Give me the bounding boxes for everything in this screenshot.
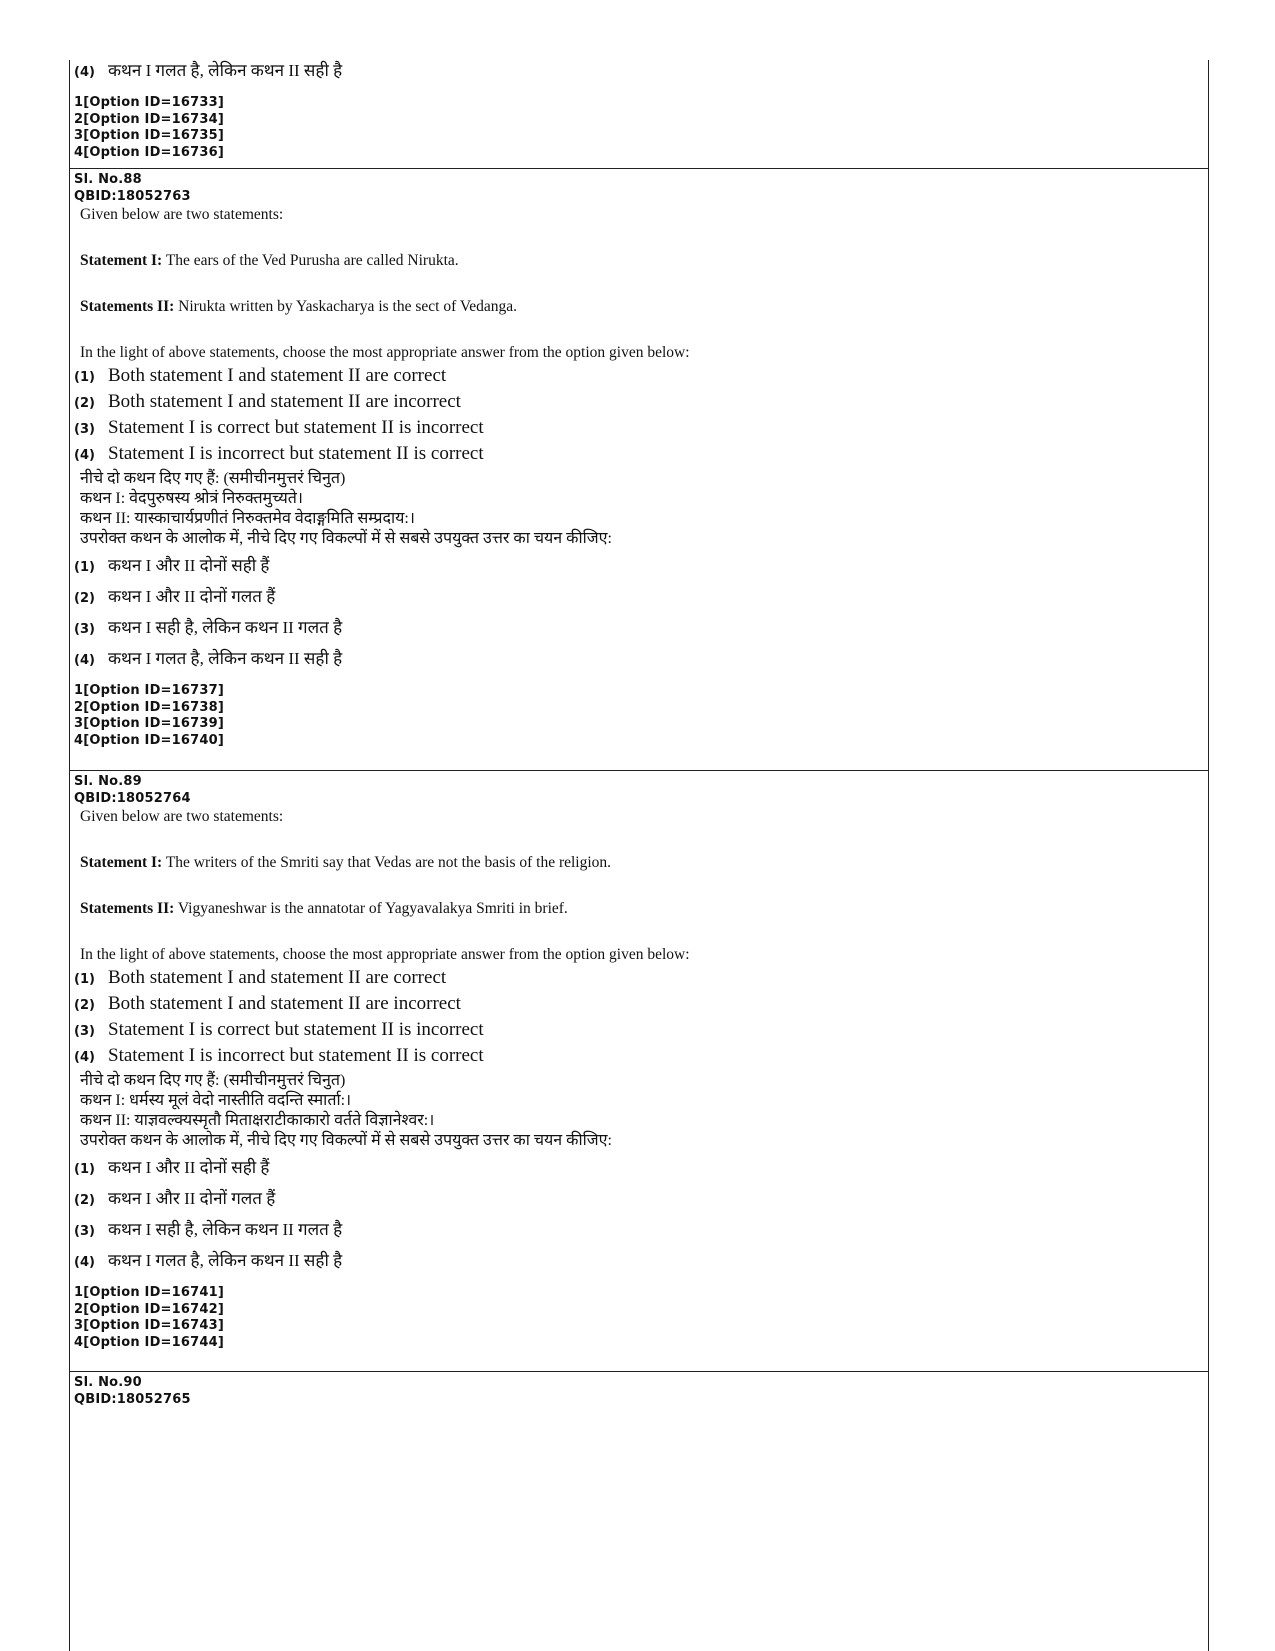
divider [69, 770, 1209, 771]
hi-option [74, 58, 1194, 89]
option-number: (1) [74, 972, 95, 987]
option-number: (3) [74, 422, 95, 437]
hi-instruction: उपरोक्त कथन के आलोक में, नीचे दिए गए विकल्पों में से सबसे उपयुक्त उत्तर का चयन कीजिए: [80, 530, 612, 547]
question-intro: Given below are two statements: [80, 808, 284, 825]
option-id: 1[Option ID=16741] [74, 1285, 225, 1300]
option-number: (2) [74, 998, 95, 1013]
option-text: कथन I और II दोनों गलत हैं [108, 587, 276, 606]
option [74, 1045, 1194, 1071]
hi-statement-1: कथन I: धर्मस्य मूलं वेदो नास्तीति वदन्ति स्मार्ता:। [80, 1092, 352, 1109]
option-text: कथन I सही है, लेकिन कथन II गलत है [108, 618, 343, 637]
options-en [74, 365, 1194, 469]
option-number: (1) [74, 370, 95, 385]
statement-1 [80, 251, 1194, 271]
hi-option [74, 553, 1194, 584]
serial-number: Sl. No.90 [74, 1375, 142, 1390]
hi-option [74, 1217, 1194, 1248]
option-text: कथन I और II दोनों सही हैं [108, 1158, 270, 1177]
hi-intro: नीचे दो कथन दिए गए हैं: (समीचीनमुत्तरं चिनुत) [80, 1072, 346, 1089]
option-ids [74, 683, 1194, 749]
statement-label: Statement I: [80, 252, 163, 269]
option [74, 417, 1194, 443]
hi-option [74, 615, 1194, 646]
options-hi [74, 1155, 1194, 1279]
serial-number: Sl. No.89 [74, 774, 142, 789]
option-text: कथन I सही है, लेकिन कथन II गलत है [108, 1220, 343, 1239]
option-text: Statement I is correct but statement II is incorrect [108, 1019, 484, 1040]
option-text: कथन I गलत है, लेकिन कथन II सही है [108, 61, 343, 80]
option-number: (4) [74, 1255, 95, 1270]
option-number: (2) [74, 396, 95, 411]
divider [69, 168, 1209, 169]
option-id: 3[Option ID=16735] [74, 128, 225, 143]
option-id: 2[Option ID=16742] [74, 1301, 225, 1317]
option [74, 967, 1194, 993]
option-id: 1[Option ID=16733] [74, 95, 225, 110]
q87-tail [74, 58, 1194, 161]
option-text: Statement I is correct but statement II is incorrect [108, 417, 484, 438]
option-number: (4) [74, 1050, 95, 1065]
option [74, 1019, 1194, 1045]
option-id: 1[Option ID=16737] [74, 683, 225, 698]
statement-text: The ears of the Ved Purusha are called Nirukta. [162, 252, 459, 269]
option-id: 3[Option ID=16743] [74, 1318, 225, 1333]
option-number: (3) [74, 622, 95, 637]
hi-option [74, 584, 1194, 615]
qbid: QBID:18052765 [74, 1391, 191, 1407]
option-number: (1) [74, 1162, 95, 1177]
instruction: In the light of above statements, choose the most appropriate answer from the option given below: [80, 344, 690, 361]
option-number: (1) [74, 560, 95, 575]
option-id: 2[Option ID=16738] [74, 699, 225, 715]
option-id: 4[Option ID=16736] [74, 144, 225, 160]
statement-text: Vigyaneshwar is the annatotar of Yagyavalakya Smriti in brief. [174, 900, 568, 917]
option-number: (2) [74, 1193, 95, 1208]
statement-label: Statements II: [80, 298, 175, 315]
statement-label: Statements II: [80, 900, 175, 917]
option-text: कथन I गलत है, लेकिन कथन II सही है [108, 649, 343, 668]
divider [69, 1371, 1209, 1372]
instruction: In the light of above statements, choose the most appropriate answer from the option given below: [80, 946, 690, 963]
option-number: (2) [74, 591, 95, 606]
option [74, 365, 1194, 391]
serial-number: Sl. No.88 [74, 172, 142, 187]
option-number: (3) [74, 1024, 95, 1039]
option [74, 443, 1194, 469]
option-number: (4) [74, 65, 95, 80]
option-id: 4[Option ID=16740] [74, 732, 225, 748]
hi-option [74, 1186, 1194, 1217]
qbid: QBID:18052764 [74, 790, 191, 806]
statement-text: The writers of the Smriti say that Vedas are not the basis of the religion. [162, 854, 612, 871]
option-text: Both statement I and statement II are incorrect [108, 391, 461, 412]
option-id: 4[Option ID=16744] [74, 1334, 225, 1350]
option-id: 3[Option ID=16739] [74, 716, 225, 731]
question-intro: Given below are two statements: [80, 206, 284, 223]
statement-text: Nirukta written by Yaskacharya is the sect of Vedanga. [174, 298, 518, 315]
hi-intro: नीचे दो कथन दिए गए हैं: (समीचीनमुत्तरं चिनुत) [80, 470, 346, 487]
question-block-90 [74, 1375, 1194, 1408]
option-text: कथन I और II दोनों सही हैं [108, 556, 270, 575]
hi-option [74, 1248, 1194, 1279]
options-hi [74, 553, 1194, 677]
hi-instruction: उपरोक्त कथन के आलोक में, नीचे दिए गए विकल्पों में से सबसे उपयुक्त उत्तर का चयन कीजिए: [80, 1132, 612, 1149]
question-block-88 [74, 172, 1194, 749]
option-number: (4) [74, 653, 95, 668]
option-id: 2[Option ID=16734] [74, 111, 225, 127]
option-ids [74, 1285, 1194, 1351]
option [74, 391, 1194, 417]
statement-label: Statement I: [80, 854, 163, 871]
option-text: कथन I गलत है, लेकिन कथन II सही है [108, 1251, 343, 1270]
option-text: Statement I is incorrect but statement II is correct [108, 443, 484, 464]
option-text: कथन I और II दोनों गलत हैं [108, 1189, 276, 1208]
statement-2 [80, 297, 1194, 317]
hi-option [74, 646, 1194, 677]
qbid: QBID:18052763 [74, 188, 191, 204]
option-text: Both statement I and statement II are incorrect [108, 993, 461, 1014]
option-text: Both statement I and statement II are correct [108, 365, 447, 386]
options-en [74, 967, 1194, 1071]
option-text: Statement I is incorrect but statement II is correct [108, 1045, 484, 1066]
option [74, 993, 1194, 1019]
option-number: (4) [74, 448, 95, 463]
hi-option [74, 1155, 1194, 1186]
hi-statement-2: कथन II: यास्काचार्यप्रणीतं निरुक्तमेव वेदाङ्गमिति सम्प्रदाय:। [80, 510, 415, 527]
option-ids [74, 95, 1194, 161]
statement-2 [80, 899, 1194, 919]
hi-statement-2: कथन II: याज्ञवल्क्यस्मृतौ मिताक्षराटीकाकारो वर्तते विज्ञानेश्वर:। [80, 1112, 435, 1129]
statement-1 [80, 853, 1194, 873]
option-number: (3) [74, 1224, 95, 1239]
hi-statement-1: कथन I: वेदपुरुषस्य श्रोत्रं निरुक्तमुच्यते। [80, 490, 303, 507]
question-block-89 [74, 774, 1194, 1351]
option-text: Both statement I and statement II are correct [108, 967, 447, 988]
